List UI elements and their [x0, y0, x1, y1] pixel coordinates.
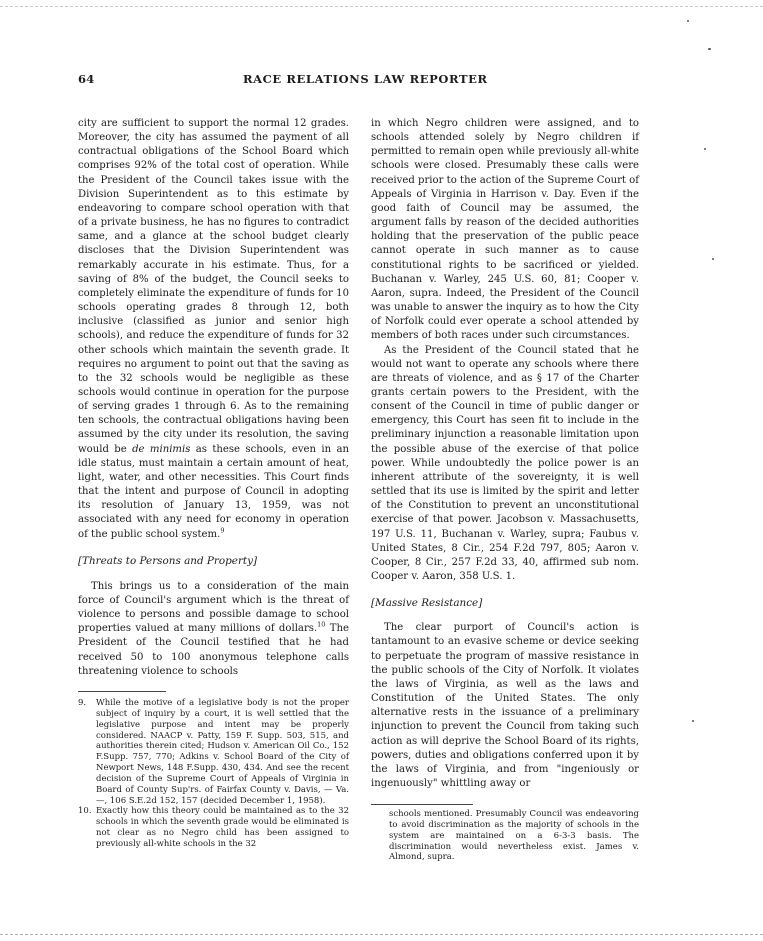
left-paragraph-budget: city are sufficient to support the normal 12 grades. Moreover, the city has assumed the payment of all contractual obligations of the School Board which comprises 92% of the total cost of operation. While the President of the Council takes issue with the Division Superintendent as to this estimate by endeavoring to compare school operation with that of a private business, he has no figures to contradict same, and a glance at the school budget clearly discloses that the Division Superintendent was remarkably accurate in his estimate. Thus, for a saving of 8% of the budget, the Council seeks to completely eliminate the expenditure of funds for 10 schools operating grades 8 through 12, both inclusive (classified as junior and senior high schools), and reduce the expenditure of funds for 32 other schools which maintain the seventh grade. It requires no argument to point out that the saving as to the 32 schools would be negligible as these schools would continue in operation for the purpose of serving grades 1 through 6. As to the remaining ten schools, the contractual obligations having been assumed by the city under its resolution, the saving would be de minimis as these schools, even in an idle status, must maintain a certain amount of heat, light, water, and other necessities. This Court finds that the intent and purpose of Council in adopting its resolution of January 13, 1959, was not associated with any need for economy in operation of the public school system.$^9$: [78, 118, 349, 540]
right-paragraph-calls: in which Negro children were assigned, and to schools attended solely by Negro children if permitted to remain open while previously all-white schools were closed. Presumably these calls were received prior to the action of the Supreme Court of Appeals of Virginia in Harrison v. Day. Even if the good faith of Council may be assumed, the argument falls by reason of the decided authorities holding that the preservation of the public peace cannot operate in such manner as to cause constitutional rights to be sacrificed or yielded. Buchanan v. Warley, 245 U.S. 60, 81; Cooper v. Aaron, supra. Indeed, the President of the Council was unable to answer the inquiry as to how the City of Norfolk could ever operate a school attended by members of both races under such circumstances.: [371, 118, 639, 342]
page-edge-bottom: [0, 934, 763, 935]
section-heading-massive-resistance: [Massive Resistance]: [371, 597, 483, 610]
left-paragraph-threats: This brings us to a consideration of the main force of Council's argument which is the threat of violence to persons and possible damage to school properties valued at many millions of dollars.$^{10}$ The President of the Council testified that he had received 50 to 100 anonymous telephone calls threatening violence to schools: [78, 580, 350, 677]
footnotes: [78, 698, 349, 850]
footnote-continuation-divider: [371, 804, 473, 805]
footnote-ref-9[interactable]: 9: [220, 526, 225, 535]
scan-speck: [708, 48, 711, 50]
footnote-10: [78, 806, 349, 849]
footnote-10-continuation: schools mentioned. Presumably Council was endeavoring to avoid discrimination as the majority of schools in the system are maintained on a 6-3-3 basis. The discrimination would nevertheless exist. James v. Almond, supra.: [389, 809, 639, 863]
scan-speck: [712, 258, 714, 260]
scan-speck: [692, 720, 694, 722]
latin-term: de minimis: [132, 443, 191, 455]
right-paragraph-massive-resistance: The clear purport of Council's action is tantamount to an evasive scheme or device seeking to perpetuate the program of massive resistance in the public schools of the City of Norfolk. It violates the laws of Virginia, as well as the laws and Constitution of the United States. The only alternative rests in the issuance of a preliminary injunction to prevent the Council from taking such action as will deprive the School Board of its rights, powers, duties and obligations conferred upon it by the laws of Virginia, and from "ingeniously or ingenuously" whittling away or: [371, 622, 639, 790]
footnote-text: While the motive of a legislative body is not the proper subject of inquiry by a court, it is well settled that the legislative purpose and intent may be properly considered. NAACP v. Patty, 159 F. Supp. 503, 515, and authorities therein cited; Hudson v. American Oil Co., 152 F.Supp. 757, 770; Adkins v. School Board of the City of Newport News, 148 F.Supp. 430, 434. And see the recent decision of the Supreme Court of Appeals of Virginia in Board of County Sup'rs. of Fairfax County v. Davis, — Va. —, 106 S.E.2d 152, 157 (decided December 1, 1958).: [96, 698, 349, 806]
section-heading-threats: [Threats to Persons and Property]: [78, 554, 258, 567]
scan-speck: [687, 20, 689, 22]
footnote-number: 9.: [78, 698, 87, 708]
page-edge-top: [0, 6, 763, 7]
footnote-ref-10[interactable]: 10: [317, 620, 326, 629]
footnote-divider: [78, 691, 166, 692]
footnote-text: Exactly how this theory could be maintained as to the 32 schools in which the seventh grade would be eliminated is not clear as no Negro child has been assigned to previously all-white schools in the 32: [96, 806, 349, 849]
footnote-number: 10.: [78, 806, 92, 817]
scan-speck: [704, 148, 706, 150]
footnote-9: [78, 698, 349, 806]
left-column: [78, 117, 349, 679]
page-number: 64: [78, 72, 95, 86]
right-column: [371, 117, 639, 791]
right-paragraph-police-power: As the President of the Council stated that he would not want to operate any schools where there are threats of violence, and as § 17 of the Charter grants certain powers to the President, with the consent of the Council in time of public danger or emergency, this Court has seen fit to include in the preliminary injunction a reasonable limitation upon the possible abuse of the exercise of that police power. While undoubtedly the police power is an inherent attribute of the sovereignty, it is well settled that its use is limited by the spirit and letter of the Constitution to prevent an unconstitutional exercise of that power. Jacobson v. Massachusetts, 197 U.S. 11, Buchanan v. Warley, supra; Faubus v. United States, 8 Cir., 254 F.2d 797, 805; Aaron v. Cooper, 8 Cir., 257 F.2d 33, 40, affirmed sub nom. Cooper v. Aaron, 358 U.S. 1.: [371, 344, 639, 582]
running-head-title: RACE RELATIONS LAW REPORTER: [243, 72, 488, 86]
